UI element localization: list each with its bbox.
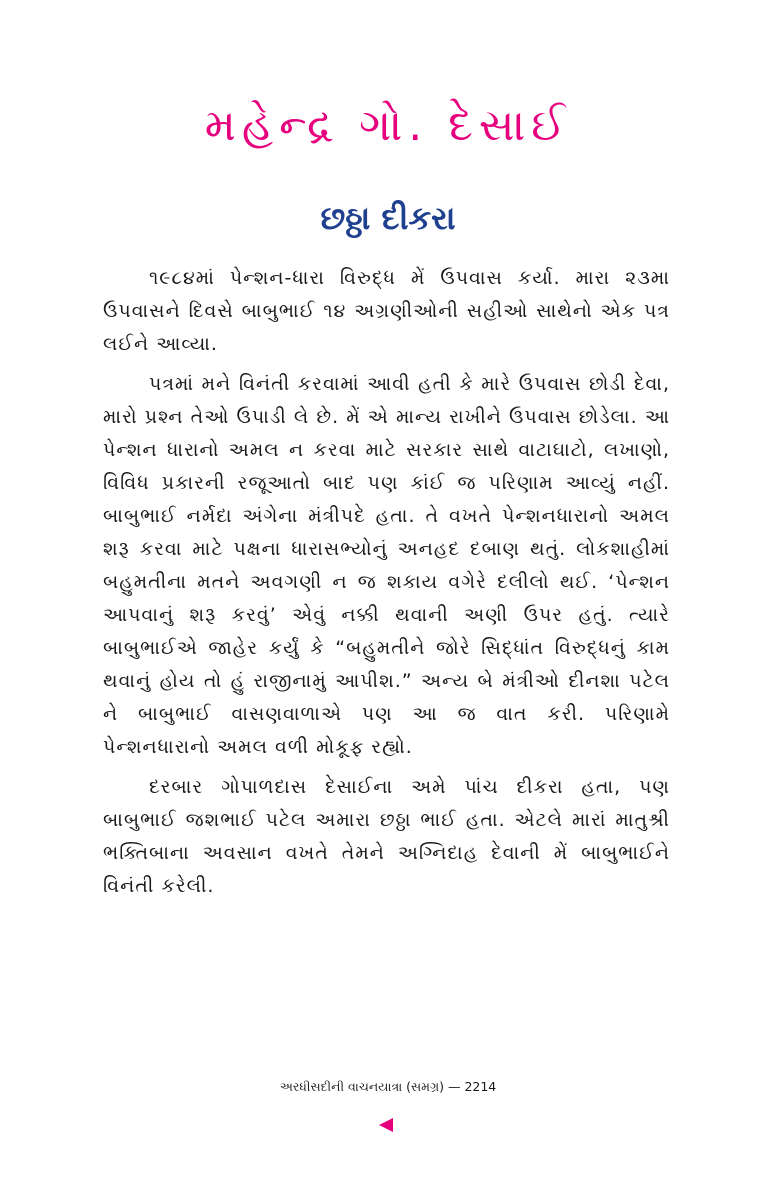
page-footer: અરધીસદીની વાચનયાત્રા (સમગ્ર) — 2214 [279, 1079, 497, 1094]
paragraph: દરબાર ગોપાળદાસ દેસાઈના અમે પાંચ દીકરા હતા, પણ બાબુભાઈ જશભાઈ પટેલ અમારા છઠ્ઠા ભાઈ હતા. એટલે મારાં માતુશ્રી ભક્તિબાના અવસાન વખતે તેમને અગ્નિદાહ દેવાની મેં બાબુભાઈને વિનંતી કરેલી. [103, 776, 670, 897]
previous-page-arrow-icon[interactable] [379, 1118, 393, 1132]
body-text [103, 262, 670, 910]
paragraph: પત્રમાં મને વિનંતી કરવામાં આવી હતી કે મારે ઉપવાસ છોડી દેવા, મારો પ્રશ્ન તેઓ ઉપાડી લે છે. મેં એ માન્ય રાખીને ઉપવાસ છોડેલા. આ પેન્શન ધારાનો અમલ ન કરવા માટે સરકાર સાથે વાટાઘાટો, લખાણો, વિવિધ પ્રકારની રજૂઆતો બાદ પણ કાંઈ જ પરિણામ આવ્યું નહીં. બાબુભાઈ નર્મદા અંગેના મંત્રીપદે હતા. તે વખતે પેન્શનધારાનો અમલ શરૂ કરવા માટે પક્ષના ધારાસભ્યોનું અનહદ દબાણ થતું. લોકશાહીમાં બહુમતીના મતને અવગણી ન જ શકાય વગેરે દલીલો થઈ. ‘પેન્શન આપવાનું શરૂ કરવું’ એવું નક્કી થવાની અણી ઉપર હતું. ત્યારે બાબુભાઈએ જાહેર કર્યું કે “બહુમતીને જોરે સિદ્ધાંત વિરુદ્ધનું કામ થવાનું હોય તો હું રાજીનામું આપીશ.” અન્ય બે મંત્રીઓ દીનશા પટેલ ને બાબુભાઈ વાસણવાળાએ પણ આ જ વાત કરી. પરિણામે પેન્શનધારાનો અમલ વળી મોકૂફ રહ્યો. [103, 373, 670, 758]
author-name: મહેન્દ્ર ગો. દેસાઈ [204, 100, 572, 151]
page-title: છઠ્ઠા દીકરા [320, 199, 456, 237]
paragraph: ૧૯૮૪માં પેન્શન-ધારા વિરુદ્ધ મેં ઉપવાસ કર્યા. મારા ૨૩મા ઉપવાસને દિવસે બાબુભાઈ ૧૪ અગ્રણીઓની સહીઓ સાથેનો એક પત્ર લઈને આવ્યા. [103, 267, 670, 355]
